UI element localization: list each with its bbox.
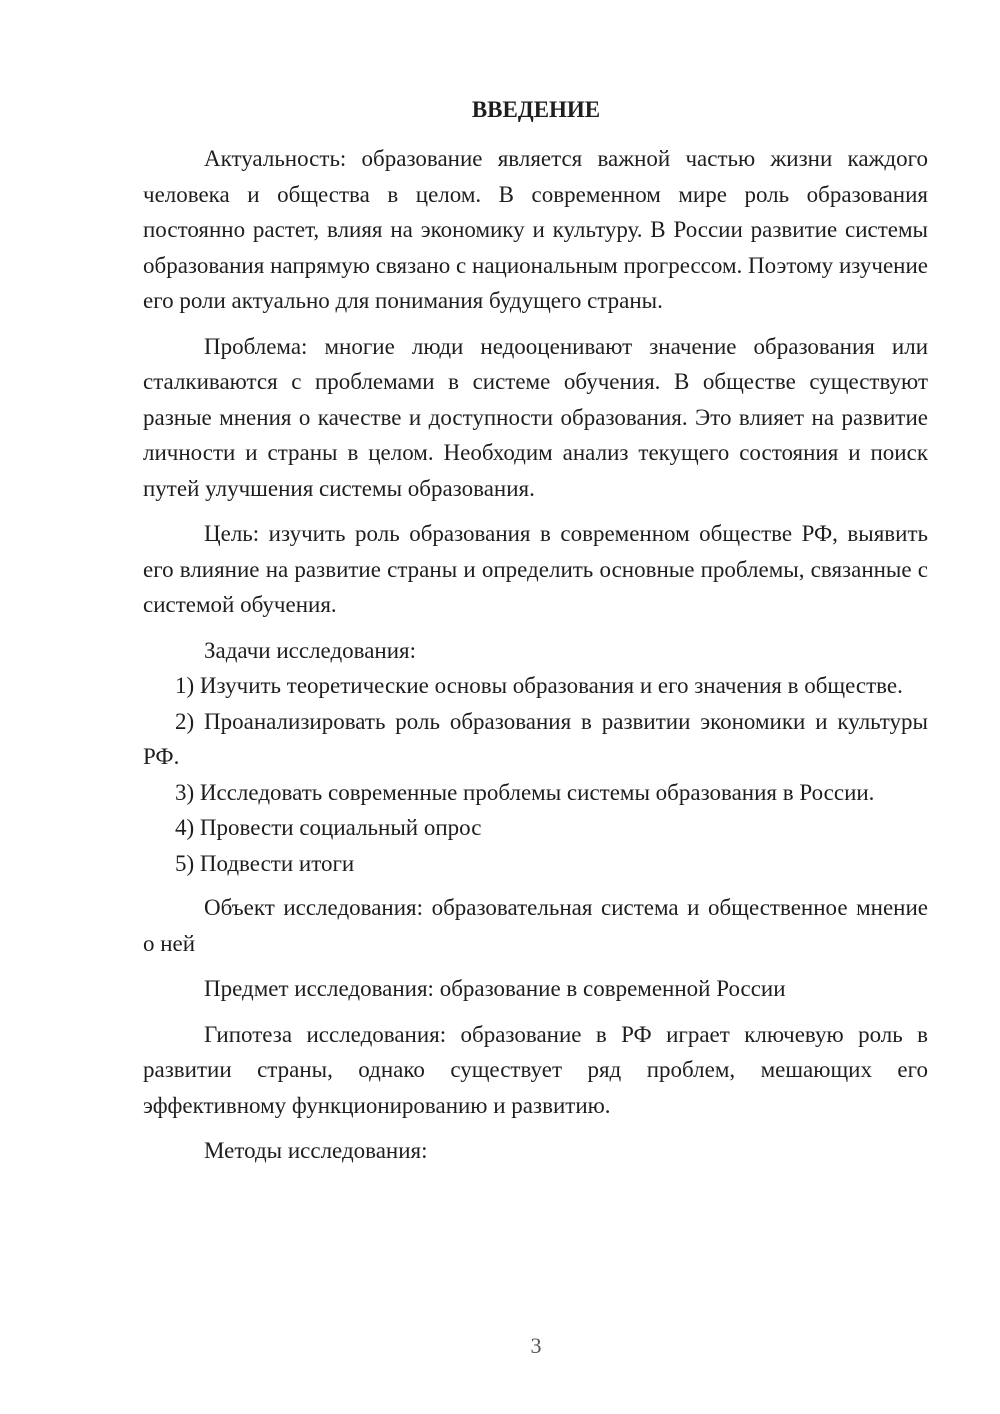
task-item-3: 3) Исследовать современные проблемы системы образования в России. [175, 779, 875, 805]
methods-heading: Методы исследования: [204, 1138, 428, 1163]
subject-paragraph: Предмет исследования: образование в современной России [204, 976, 786, 1001]
task-item-1: 1) Изучить теоретические основы образования и его значения в обществе. [175, 673, 903, 698]
object-paragraph: Объект исследования: образовательная система и общественное мнение о ней [143, 895, 928, 956]
tasks-heading: Задачи исследования: [204, 637, 417, 663]
relevance-paragraph: Актуальность: образование является важной частью жизни каждого человека и общества в целом. В современном мире роль образования постоянно растет, влияя на экономику и культуру. В России развитие системы образования напрямую связано с национальным прогрессом. Поэтому изучение его роли актуально для понимания будущего страны. [143, 146, 928, 313]
task-item-2: 2) Проанализировать роль образования в развитии экономики и культуры РФ. [143, 708, 928, 769]
task-item-5: 5) Подвести итоги [175, 850, 355, 876]
goal-paragraph: Цель: изучить роль образования в современном обществе РФ, выявить его влияние на развитие страны и определить основные проблемы, связанные с системой обучения. [143, 521, 928, 617]
document-body [143, 141, 928, 1169]
task-item-4: 4) Провести социальный опрос [175, 815, 482, 840]
problem-paragraph: Проблема: многие люди недооценивают значение образования или сталкиваются с проблемами в системе обучения. В обществе существуют разные мнения о качестве и доступности образования. Это влияет на развитие личности и страны в целом. Необходим анализ текущего состояния и поиск путей улучшения системы образования. [143, 333, 928, 501]
page-number: 3 [530, 1333, 542, 1358]
hypothesis-paragraph: Гипотеза исследования: образование в РФ играет ключевую роль в развитии страны, однако существует ряд проблем, мешающих его эффективному функционированию и развитию. [143, 1021, 928, 1118]
section-title: ВВЕДЕНИЕ [471, 97, 601, 122]
